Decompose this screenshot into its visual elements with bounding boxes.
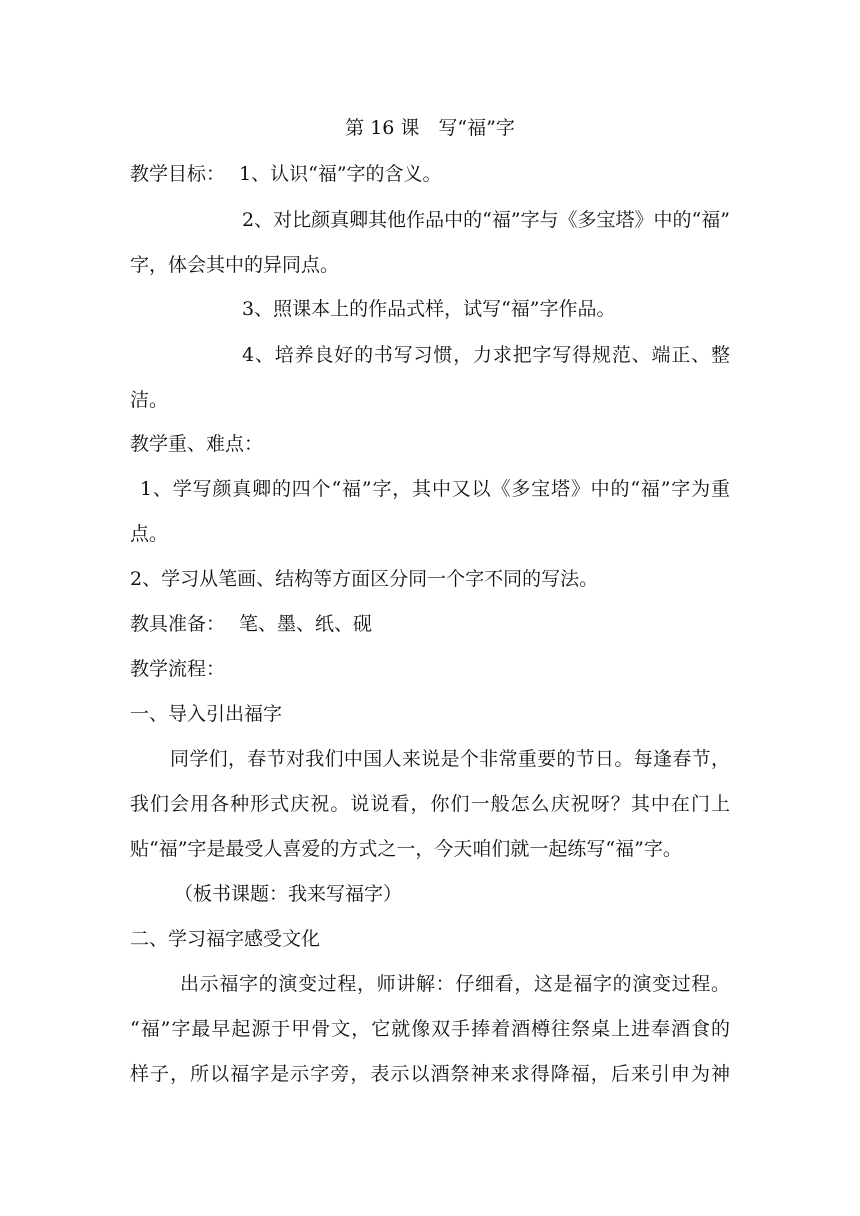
section2-para-line-3: 样子，所以福字是示字旁，表示以酒祭神来求得降福，后来引申为神 (130, 1063, 730, 1085)
lesson-title: 第 16 课 写“福”字 (345, 117, 515, 139)
section1-heading: 一、导入引出福字 (130, 703, 283, 725)
objective-item-2b: 字，体会其中的异同点。 (130, 254, 340, 276)
section2-para-line-1: 出示福字的演变过程，师讲解：仔细看，这是福字的演变过程。 (180, 973, 730, 995)
key-point-1b: 点。 (130, 523, 169, 545)
objective-item-2a: 2、对比颜真卿其他作品中的“福”字与《多宝塔》中的“福” (242, 209, 730, 231)
key-points-label: 教学重、难点： (130, 433, 264, 455)
section2-heading: 二、学习福字感受文化 (130, 928, 321, 950)
section1-para-line-2: 我们会用各种形式庆祝。说说看，你们一般怎么庆祝呀？其中在门上 (130, 793, 730, 815)
objectives-row-1 (130, 162, 730, 186)
key-point-2: 2、学习从笔画、结构等方面区分同一个字不同的写法。 (130, 568, 599, 590)
section1-para-line-3: 贴“福”字是最受人喜爱的方式之一，今天咱们就一起练写“福”字。 (130, 838, 682, 860)
section2-para-line-2: “福”字最早起源于甲骨文，它就像双手捧着酒樽往祭桌上进奉酒食的 (130, 1018, 730, 1040)
objective-item-4a: 4、培养良好的书写习惯，力求把字写得规范、端正、整 (242, 344, 730, 366)
tools-items: 笔、墨、纸、砚 (239, 613, 373, 635)
objective-item-1: 1、认识“福”字的含义。 (239, 163, 442, 185)
key-point-1a: 1、学写颜真卿的四个“福”字，其中又以《多宝塔》中的“福”字为重 (140, 478, 730, 500)
objective-item-4b: 洁。 (130, 389, 169, 411)
tools-row (130, 612, 730, 636)
objectives-label: 教学目标： (130, 163, 226, 185)
process-label: 教学流程： (130, 658, 226, 680)
section1-board-note: （板书课题：我来写福字） (174, 883, 403, 905)
tools-label: 教具准备： (130, 613, 226, 635)
section1-para-line-1: 同学们，春节对我们中国人来说是个非常重要的节日。每逢春节， (170, 748, 730, 770)
objective-item-3: 3、照课本上的作品式样，试写“福”字作品。 (242, 298, 616, 320)
